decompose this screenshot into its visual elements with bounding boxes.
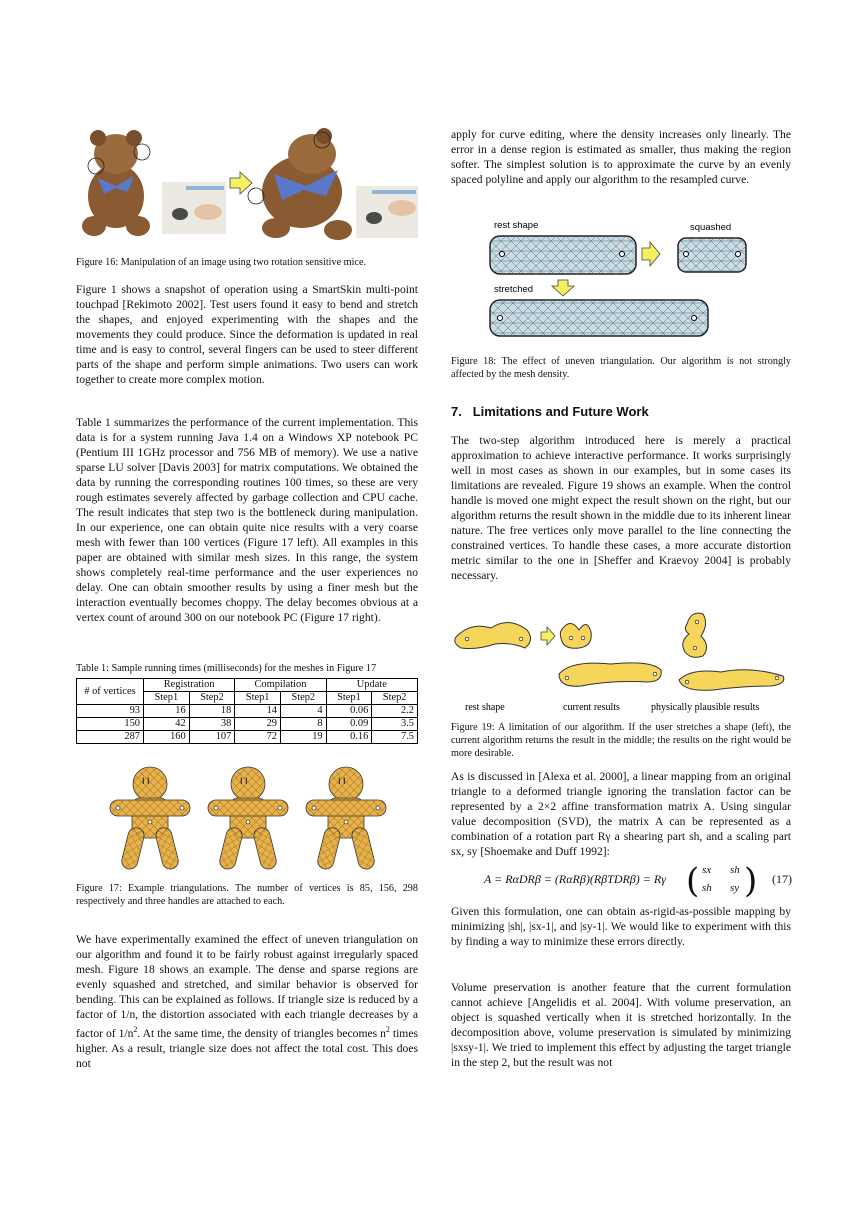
table-cell: 8 [280,718,326,731]
header-registration: Registration [144,679,235,692]
mouse-photo-right [356,186,418,238]
table-cell: 72 [235,731,281,744]
paragraph-text: times higher. As a result, triangle size does not affect the total cost. This does not [76,1026,418,1070]
figure-18-caption: Figure 18: The effect of uneven triangulation. Our algorithm is not strongly affected by the mesh density. [451,356,791,380]
equation-17 [484,861,792,901]
matrix-right-paren: ) [744,861,758,901]
table-1-caption: Table 1: Sample running times (milliseconds) for the meshes in Figure 17 [76,663,377,674]
superscript: 2 [385,1025,390,1034]
paragraph-performance: Table 1 summarizes the performance of the current implementation. This data is for a system running Java 1.4 on a Windows XP notebook PC (Pentium III 1GHz processor and 756 MB of memory). We use a native sparse LU solver [Davis 2003] for matrix computations. We obtained the data by running the corresponding routines 100 times, so these are very rough estimates severely affected by garbage collection and CPU cache. The result indicates that step two is the bottleneck during manipulation. In our experience, one can obtain quite nice results with a very coarse mesh with fewer than 100 vertices (Figure 17 left). All examples in this paper are obtained with similar mesh sizes. In this range, the system shows completely real-time performance and the user experiences no delay. One can obtain smoother results by using a finer mesh but the interaction eventually becomes choppy. The delay becomes obvious at a vertex count of around 300 on our notebook PC (Figure 17 right). [76,416,418,624]
figure-18-stretched [488,298,710,340]
table-row [77,705,418,718]
svg-text:I I: I I [240,776,248,786]
arrow-down-icon [552,280,574,296]
matrix-cell: sh [730,864,740,876]
current-result-shape [559,663,661,686]
arrow-right-icon [642,242,660,266]
squashed-mesh [678,238,746,272]
paragraph-limitations: The two-step algorithm introduced here is merely a practical approximation to achieve interactive performance. It works surprisingly well in most cases as shown in our examples, but in some cases its limitations are revealed. Figure 19 shows an example. When the control handle is moved one might expect the result shown on the right, but our algorithm returns the result shown in the middle due to its inherent linear nature. The free vertices only move parallel to the line connecting the constrained vertices. To handle these cases, a more accurate distortion metric similar to the one in [Sheffer and Kraevoy 2004] is probably necessary. [451,434,791,582]
teddy-bear-right [248,128,352,240]
equation-number: (17) [772,872,792,886]
table-cell: 287 [77,731,144,744]
paragraph-affine-svd: As is discussed in [Alexa et al. 2000], a linear mapping from an original triangle to a deformed triangle ignoring the translation factor can be represented by a 2×2 affine transformation matrix A. Using singular value decomposition (SVD), the matrix A can be represented as a combination of a rotation part Rγ a shearing part sh, and a scaling part sx, sy [Shoemake and Duff 1992]: [451,770,791,858]
physical-result-shape [679,670,784,691]
section-number: 7. [451,404,462,419]
table-cell: 160 [144,731,190,744]
figure-17-image [110,764,410,874]
table-header-row [77,679,418,692]
mouse-photo-left [162,182,226,234]
pinched-shape [560,623,591,648]
gingerbread-298 [306,767,386,871]
gingerbread-85 [110,767,190,871]
table-cell: 42 [144,718,190,731]
table-cell: 0.06 [326,705,372,718]
matrix-left-paren: ( [686,861,700,901]
stretched-mesh [488,298,710,340]
arrow-icon [230,172,252,194]
subheader: Step2 [372,692,418,705]
rest-shape [455,622,531,648]
table-row [77,731,418,744]
table-cell: 2.2 [372,705,418,718]
paragraph-text: We have experimentally examined the effect of uneven triangulation on our algorithm and found it to be fairly robust against irregularly spaced mesh. Figure 18 shows an example. The dense and sparse regions are evenly squashed and stretched, and similar behavior is observed for bending. This can be explained as follows. If triangle size is reduced by a factor of 1/n, the distortion associated with each triangle decreases by a factor of 1/n [76,933,418,1040]
label-current-results: current results [563,702,620,713]
figure-16-image [76,126,418,244]
subheader: Step1 [235,692,281,705]
figure-19-caption: Figure 19: A limitation of our algorithm. If the user stretches a shape (left), the current algorithm returns the result in the middle; the results on the right would be more desirable. [451,722,791,759]
paragraph-uneven-triangulation [76,932,418,1071]
table-cell: 0.09 [326,718,372,731]
subheader: Step2 [280,692,326,705]
table-cell: 29 [235,718,281,731]
paragraph-volume-preservation: Volume preservation is another feature that the current formulation cannot achieve [Angelidis et al. 2004]. With volume preservation, an object is squashed vertically when it is stretched horizontally. In the decomposition above, volume preservation is simulated by minimizing |sxsy-1|. We tried to implement this effect by adjusting the target triangle in the step 2, but the result was not [451,981,791,1069]
table-cell: 107 [189,731,235,744]
folded-shape [683,613,707,657]
figure-19-image [451,606,791,712]
matrix-cell: sh [702,882,712,894]
section-title: Limitations and Future Work [472,404,649,419]
paragraph-curve-editing: apply for curve editing, where the density increases only linearly. The error in a dense region is estimated as smaller, thus making the region softer. The simplest solution is to approximate the curve by an evenly spaced polyline and apply our algorithm to the resampled curve. [451,128,791,186]
table-cell: 18 [189,705,235,718]
matrix-cell: sy [730,882,740,894]
table-cell: 7.5 [372,731,418,744]
paragraph-smartskin: Figure 1 shows a snapshot of operation using a SmartSkin multi-point touchpad [Rekimoto 2002]. Test users found it easy to bend and stretch the shapes, and enjoyed experimenting with the shapes and the movements they could produce. Since the deformation is updated in real time and is easy to control, several fingers can be used to steer different parts of the shape and perform simple animations. Two users can work together to create more complex motion. [76,283,418,386]
matrix-cell: sx [702,864,712,876]
header-update: Update [326,679,417,692]
header-compilation: Compilation [235,679,326,692]
table-cell: 150 [77,718,144,731]
figure-16-caption: Figure 16: Manipulation of an image using two rotation sensitive mice. [76,257,367,268]
label-physical-results: physically plausible results [651,702,760,713]
paragraph-text: . At the same time, the density of triangles becomes n [137,1026,386,1040]
svg-text:I I: I I [142,776,150,786]
table-cell: 16 [144,705,190,718]
table-cell: 19 [280,731,326,744]
subheader: Step1 [144,692,190,705]
figure-16 [76,126,418,244]
svg-text:I I: I I [338,776,346,786]
table-cell: 38 [189,718,235,731]
equation-lhs: A = RαDRβ = (RαRβ)(RβTDRβ) = Rγ [484,872,666,886]
arrow-icon [541,627,555,645]
label-rest-shape: rest shape [465,702,505,713]
table-row [77,718,418,731]
gingerbread-156 [208,767,288,871]
table-cell: 0.16 [326,731,372,744]
header-vertices: # of vertices [77,679,144,705]
paragraph-rigid-mapping: Given this formulation, one can obtain as-rigid-as-possible mapping by minimizing |sh|, |sx-1|, and |sy-1|. We would like to experiment with this by finding a way to minimize these errors directly. [451,905,791,948]
section-heading [451,404,791,419]
subheader: Step1 [326,692,372,705]
table-1 [76,678,418,744]
label-rest-shape: rest shape [494,220,539,231]
table-cell: 3.5 [372,718,418,731]
subheader: Step2 [189,692,235,705]
table-cell: 14 [235,705,281,718]
table-cell: 4 [280,705,326,718]
label-squashed: squashed [690,222,732,233]
figure-17-caption: Figure 17: Example triangulations. The number of vertices is 85, 156, 298 respectively and three handles are attached to each. [76,883,418,907]
label-stretched: stretched [494,284,534,295]
rest-shape-mesh [490,236,636,274]
figure-17 [110,764,410,874]
table-cell: 93 [77,705,144,718]
teddy-bear-left [82,130,150,236]
superscript: 2 [133,1025,138,1034]
figure-19 [451,606,791,712]
